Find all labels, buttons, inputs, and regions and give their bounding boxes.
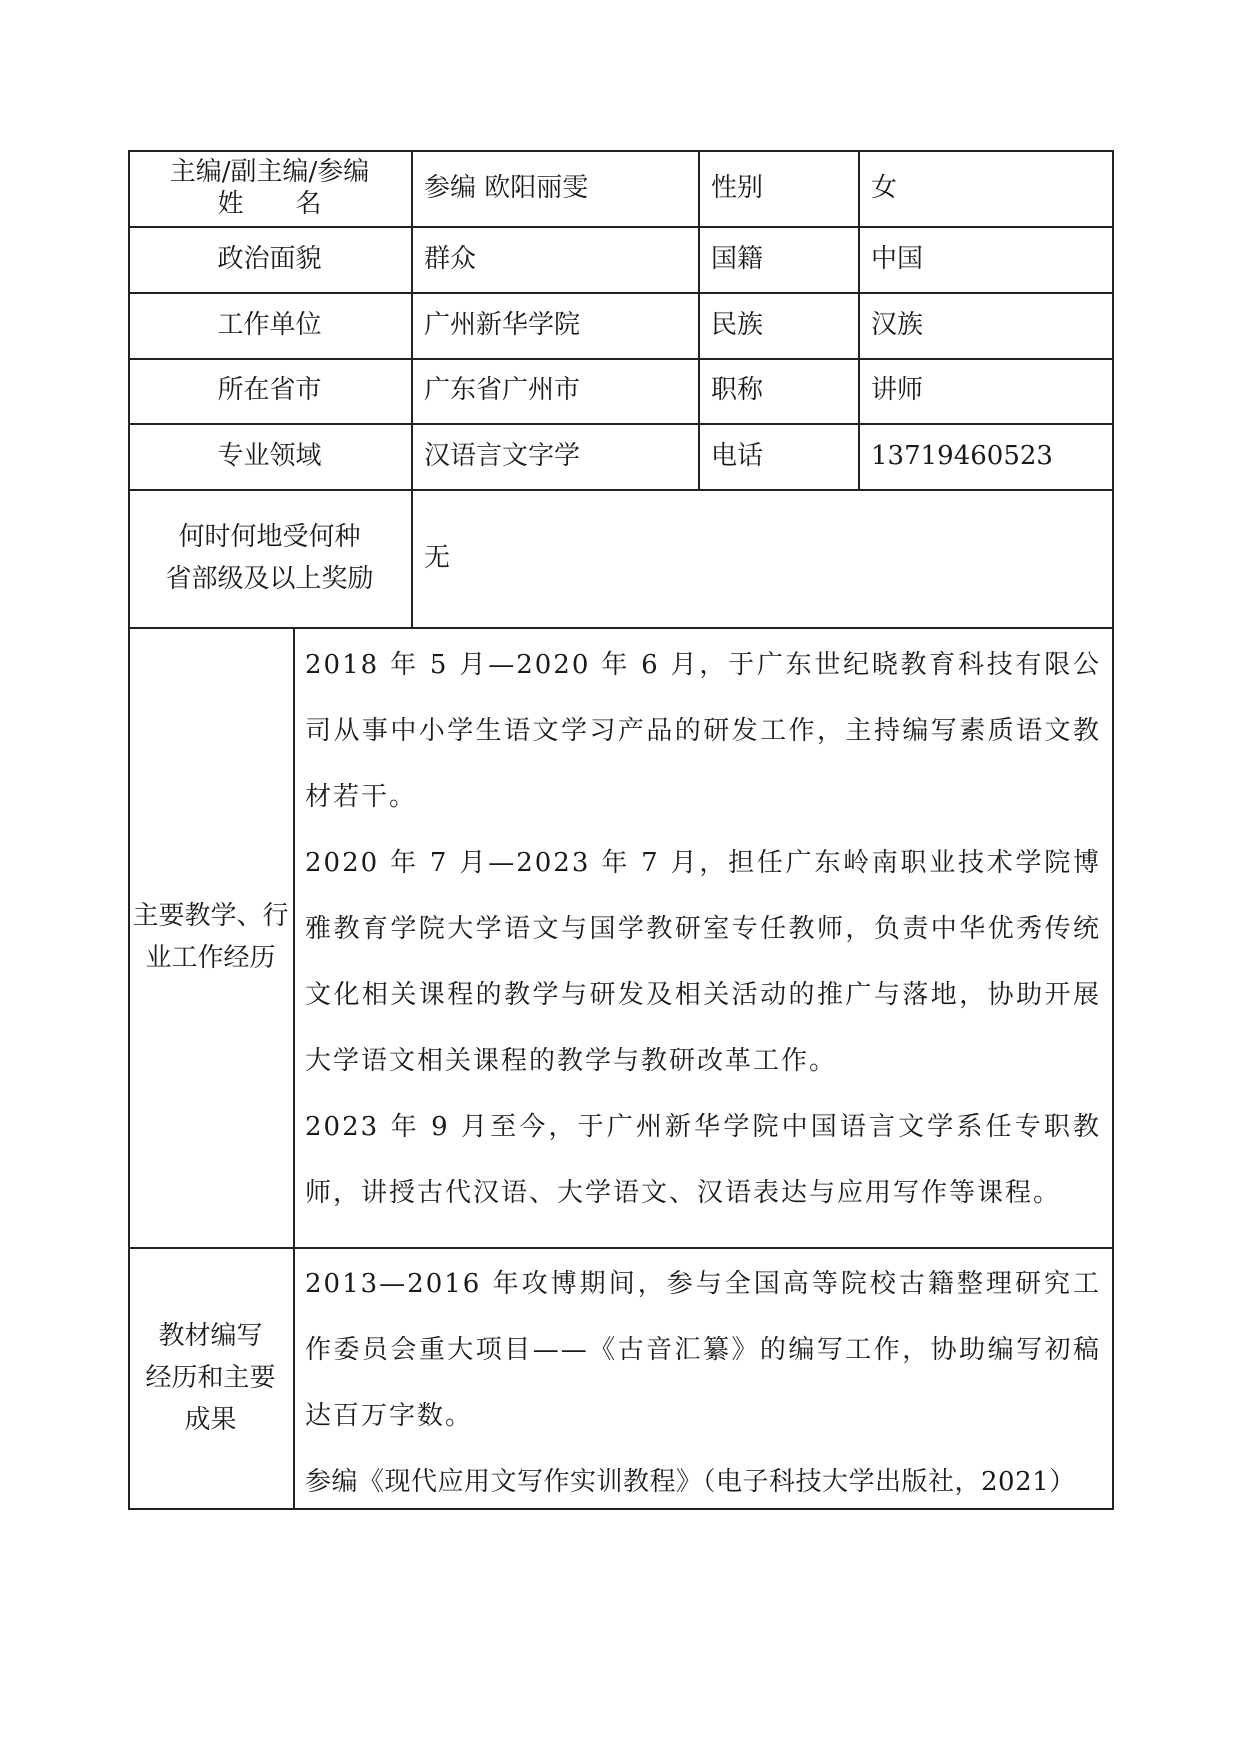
- name-label: [128, 150, 411, 226]
- textbooks-paragraph: 2013—2016 年攻博期间，参与全国高等院校古籍整理研究工作委员会重大项目——《古音汇纂》的编写工作，协助编写初稿达百万字数。: [305, 1269, 1101, 1431]
- experience-label-line1: 主要教学、行: [132, 901, 289, 931]
- awards-label-line2: 省部级及以上奖励: [165, 564, 374, 594]
- employer-label: 工作单位: [217, 309, 322, 340]
- experience-content: [305, 632, 1101, 1226]
- field-label: 专业领域: [217, 440, 322, 471]
- textbooks-label-line1: 教材编写: [158, 1320, 263, 1351]
- textbooks-label-line3: 成果: [184, 1404, 237, 1435]
- experience-paragraph: 2018 年 5 月—2020 年 6 月，于广东世纪晓教育科技有限公司从事中小学生语文学习产品的研发工作，主持编写素质语文教材若干。: [305, 650, 1101, 812]
- political-status-value: 群众: [424, 243, 477, 274]
- political-status-label: 政治面貌: [217, 243, 322, 274]
- gender-label: 性别: [711, 172, 764, 203]
- experience-label-line2: 业工作经历: [145, 943, 276, 973]
- phone-value: 13719460523: [871, 440, 1053, 471]
- experience-paragraph: 2020 年 7 月—2023 年 7 月，担任广东岭南职业技术学院博雅教育学院大学语文与国学教研室专任教师，负责中华优秀传统文化相关课程的教学与研发及相关活动的推广与落地，协助开展大学语文相关课程的教学与教研改革工作。: [305, 848, 1101, 1076]
- name-value: 参编 欧阳丽雯: [424, 172, 589, 203]
- name-label-line1: 主编/副主编/参编: [169, 156, 370, 187]
- textbooks-content: [305, 1251, 1101, 1515]
- phone-label: 电话: [711, 440, 764, 471]
- application-form-table: [128, 150, 1114, 1510]
- gender-value: 女: [871, 172, 898, 203]
- title-label: 职称: [711, 375, 764, 406]
- experience-paragraph: 2023 年 9 月至今，于广州新华学院中国语言文学系任专职教师，讲授古代汉语、大学语文、汉语表达与应用写作等课程。: [305, 1112, 1101, 1208]
- awards-value: 无: [424, 542, 451, 573]
- name-label-line2: 姓 名: [217, 189, 322, 219]
- employer-value: 广州新华学院: [424, 309, 581, 340]
- field-value: 汉语言文字学: [424, 440, 581, 471]
- column-divider: [293, 627, 295, 1509]
- nationality-label: 国籍: [711, 243, 764, 274]
- awards-label-line1: 何时何地受何种: [178, 522, 361, 552]
- location-label: 所在省市: [217, 375, 322, 406]
- ethnicity-value: 汉族: [871, 309, 924, 340]
- title-value: 讲师: [871, 375, 924, 406]
- textbooks-label-line2: 经历和主要: [145, 1362, 276, 1393]
- border-right: [1112, 150, 1114, 1510]
- nationality-value: 中国: [871, 243, 924, 274]
- ethnicity-label: 民族: [711, 309, 764, 340]
- location-value: 广东省广州市: [424, 375, 581, 406]
- awards-label: [128, 489, 411, 627]
- textbooks-label: [128, 1247, 293, 1508]
- textbooks-paragraph: 参编《现代应用文写作实训教程》（电子科技大学出版社，2021）: [305, 1467, 1076, 1497]
- experience-label: [128, 627, 293, 1247]
